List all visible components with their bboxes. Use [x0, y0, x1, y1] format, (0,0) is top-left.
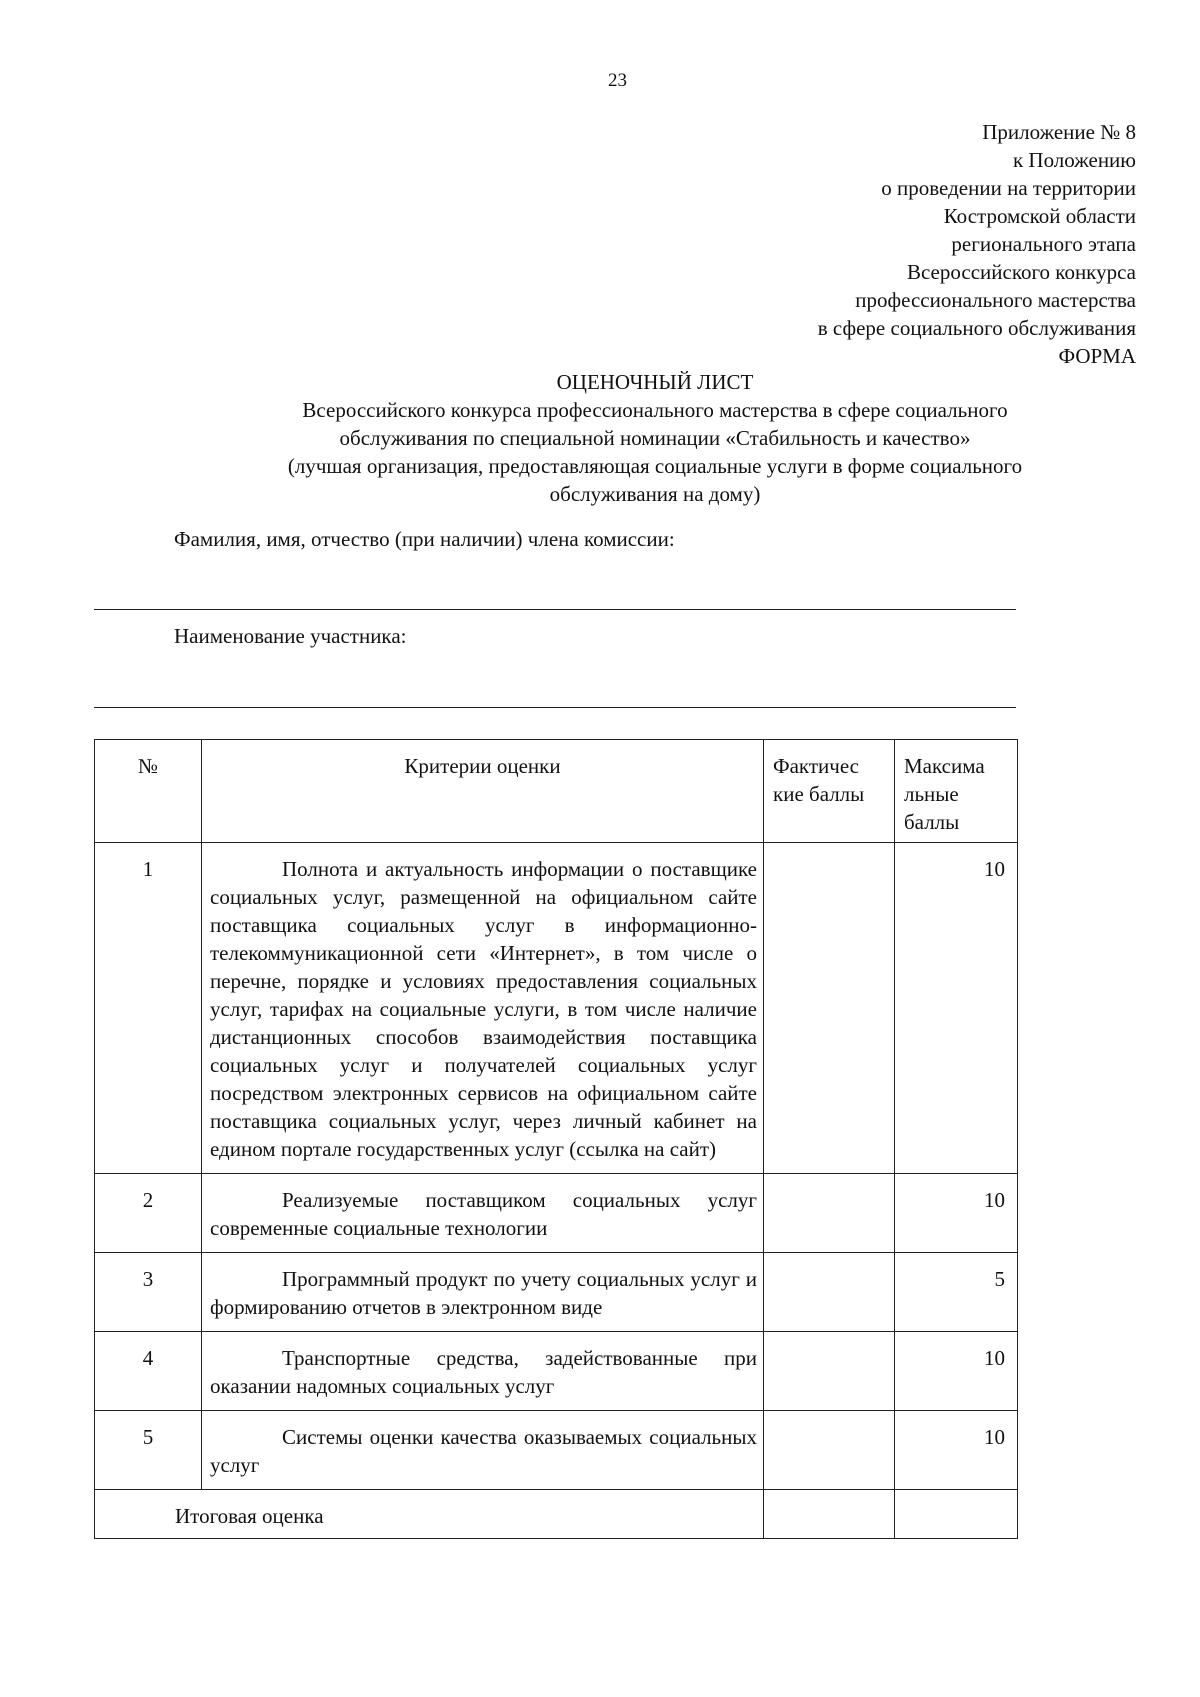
participant-name-line[interactable]	[94, 707, 1016, 708]
row-number: 1	[95, 843, 202, 1174]
row-number: 2	[95, 1174, 202, 1253]
appendix-line: Приложение № 8	[982, 120, 1136, 144]
max-score-cell: 10	[895, 843, 1018, 1174]
table-row	[95, 843, 1018, 1174]
header-number: №	[95, 740, 202, 843]
form-label: ФОРМА	[1058, 344, 1136, 368]
appendix-line: профессионального мастерства	[855, 288, 1136, 312]
header-max-score: Максима льные баллы	[895, 740, 1018, 843]
total-max-score-cell	[895, 1490, 1018, 1539]
document-title: ОЦЕНОЧНЫЙ ЛИСТ	[556, 370, 754, 394]
appendix-line: о проведении на территории	[881, 176, 1136, 200]
header-criteria: Критерии оценки	[202, 740, 764, 843]
table-header-row	[95, 740, 1018, 843]
appendix-line: к Положению	[1012, 148, 1136, 172]
document-subtitle	[0, 396, 1200, 508]
subtitle-line: обслуживания по специальной номинации «Стабильность и качество»	[339, 426, 971, 450]
max-score-cell: 10	[895, 1174, 1018, 1253]
row-criteria: Реализуемые поставщиком социальных услуг современные социальные технологии	[202, 1174, 764, 1253]
evaluation-table	[94, 739, 1018, 1539]
actual-score-cell[interactable]	[764, 1174, 895, 1253]
commission-member-label: Фамилия, имя, отчество (при наличии) члена комиссии:	[174, 527, 675, 551]
header-actual-score: Фактичес кие баллы	[764, 740, 895, 843]
row-criteria: Полнота и актуальность информации о поставщике социальных услуг, размещенной на официальном сайте поставщика социальных услуг в информационно-телекоммуникационной сети «Интернет», в том числе о перечне, порядке и условиях предоставления социальных услуг, тарифах на социальные услуги, в том числе наличие дистанционных способов взаимодействия поставщика социальных услуг и получателей социальных услуг посредством электронных сервисов на официальном сайте поставщика социальных услуг, через личный кабинет на едином портале государственных услуг (ссылка на сайт)	[202, 843, 764, 1174]
actual-score-cell[interactable]	[764, 843, 895, 1174]
appendix-line: Всероссийского конкурса	[906, 260, 1136, 284]
row-criteria: Системы оценки качества оказываемых социальных услуг	[202, 1411, 764, 1490]
total-actual-score-cell[interactable]	[764, 1490, 895, 1539]
actual-score-cell[interactable]	[764, 1253, 895, 1332]
appendix-line: Костромской области	[943, 204, 1136, 228]
row-number: 3	[95, 1253, 202, 1332]
total-label: Итоговая оценка	[95, 1490, 764, 1539]
row-number: 4	[95, 1332, 202, 1411]
total-row	[95, 1490, 1018, 1539]
max-score-cell: 10	[895, 1411, 1018, 1490]
subtitle-line: Всероссийского конкурса профессионального мастерства в сфере социального	[302, 398, 1008, 422]
actual-score-cell[interactable]	[764, 1411, 895, 1490]
appendix-line: регионального этапа	[951, 232, 1136, 256]
table-row	[95, 1411, 1018, 1490]
table-row	[95, 1332, 1018, 1411]
table-row	[95, 1253, 1018, 1332]
actual-score-cell[interactable]	[764, 1332, 895, 1411]
table-row	[95, 1174, 1018, 1253]
appendix-header	[818, 118, 1136, 370]
row-criteria: Транспортные средства, задействованные при оказании надомных социальных услуг	[202, 1332, 764, 1411]
commission-member-line[interactable]	[94, 609, 1016, 610]
row-number: 5	[95, 1411, 202, 1490]
page-number: 23	[608, 70, 627, 91]
subtitle-line: (лучшая организация, предоставляющая социальные услуги в форме социального	[287, 454, 1023, 478]
participant-label: Наименование участника:	[174, 624, 407, 648]
max-score-cell: 10	[895, 1332, 1018, 1411]
subtitle-line: обслуживания на дому)	[549, 482, 761, 506]
row-criteria: Программный продукт по учету социальных услуг и формированию отчетов в электронном виде	[202, 1253, 764, 1332]
max-score-cell: 5	[895, 1253, 1018, 1332]
appendix-line: в сфере социального обслуживания	[817, 316, 1136, 340]
